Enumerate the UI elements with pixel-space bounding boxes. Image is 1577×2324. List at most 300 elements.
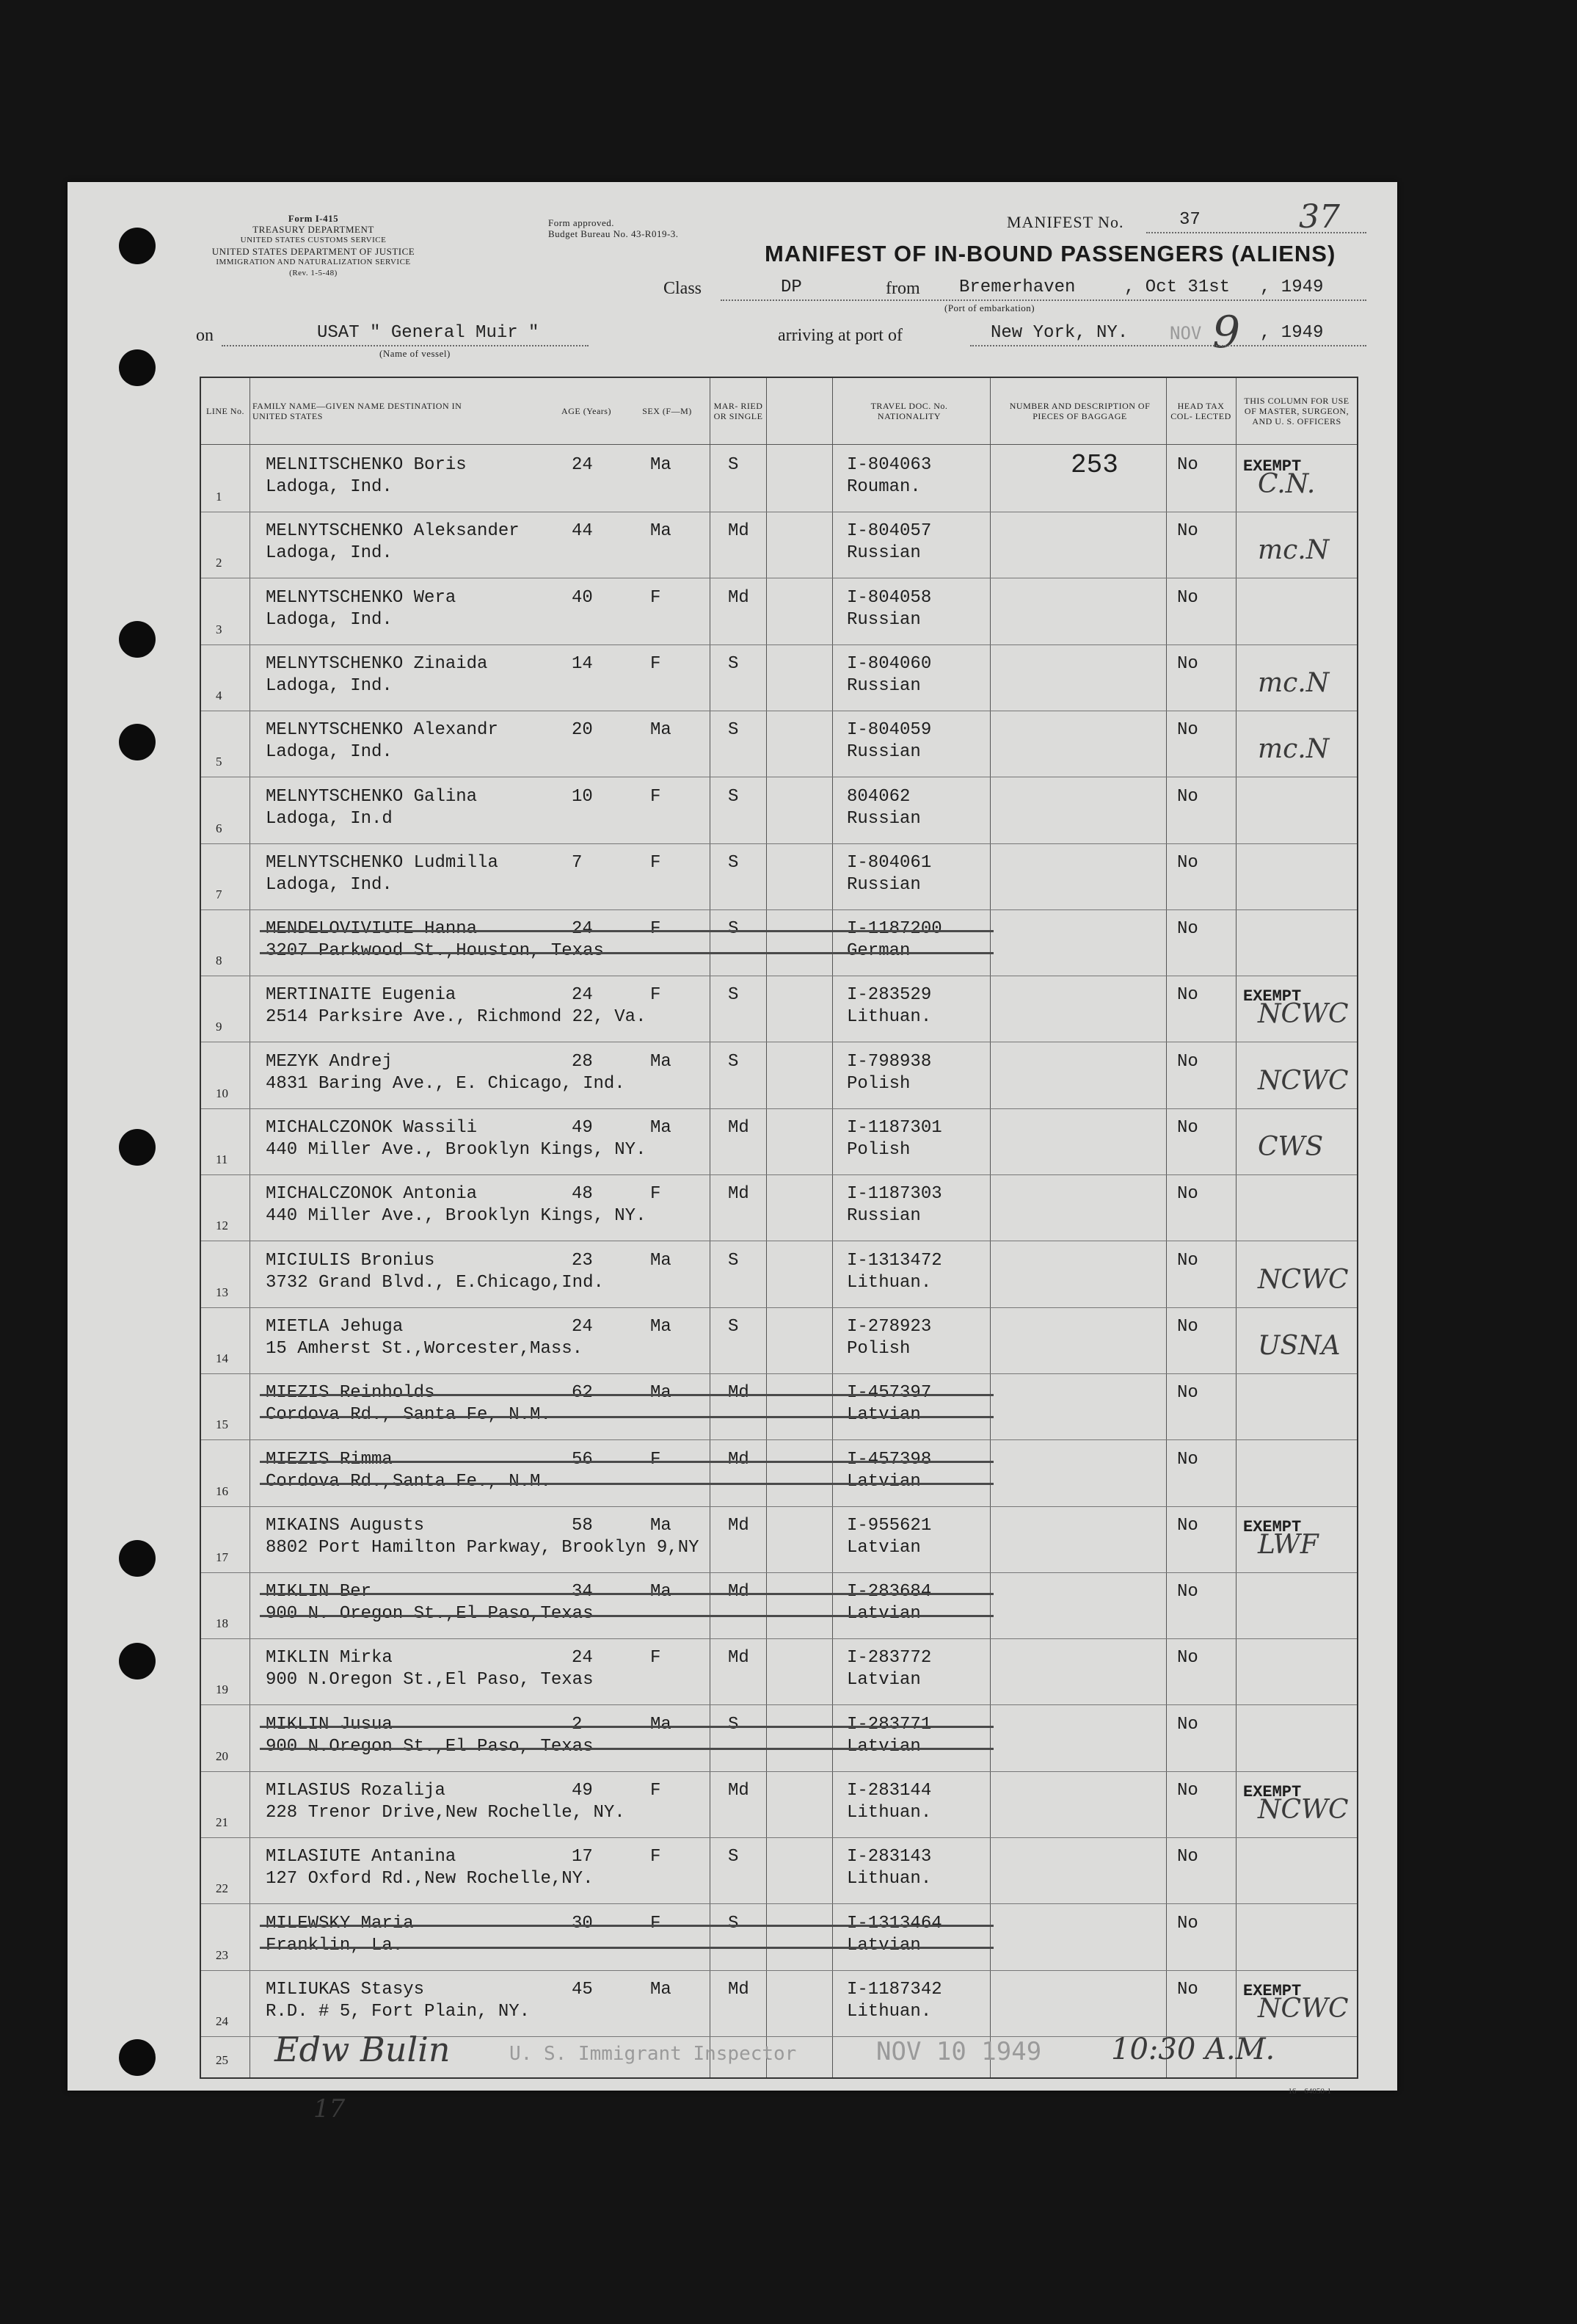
passenger-name: MILASIUS Rozalija bbox=[266, 1781, 445, 1801]
col-baggage-header: NUMBER AND DESCRIPTION OF PIECES OF BAGGAGE bbox=[1009, 400, 1151, 421]
marital-status: S bbox=[728, 455, 739, 475]
line-number: 2 bbox=[216, 556, 222, 570]
arrival-stamp: NOV bbox=[1170, 323, 1202, 344]
passenger-destination: 127 Oxford Rd.,New Rochelle,NY. bbox=[266, 1869, 594, 1889]
departure-year: , 1949 bbox=[1260, 277, 1324, 297]
passenger-age: 17 bbox=[572, 1847, 593, 1867]
table-row bbox=[201, 711, 1357, 777]
passenger-age: 24 bbox=[572, 1648, 593, 1668]
line-number: 10 bbox=[216, 1086, 228, 1100]
officer-handwritten-note: NCWC bbox=[1258, 1795, 1349, 1825]
line-number: 16 bbox=[216, 1484, 228, 1498]
passenger-destination: 2514 Parksire Ave., Richmond 22, Va. bbox=[266, 1007, 647, 1028]
travel-doc-number: I-1187301 bbox=[847, 1118, 942, 1138]
passenger-sex: F bbox=[650, 1913, 661, 1933]
binder-hole bbox=[119, 349, 156, 386]
travel-doc-number: I-804061 bbox=[847, 852, 932, 873]
strike-through-line bbox=[260, 1483, 994, 1485]
head-tax: No bbox=[1177, 653, 1198, 674]
inspection-date-stamp: NOV 10 1949 bbox=[876, 2037, 1042, 2066]
strike-through-line bbox=[260, 1748, 994, 1750]
line-number: 18 bbox=[216, 1616, 228, 1631]
dept-justice: UNITED STATES DEPARTMENT OF JUSTICE bbox=[211, 246, 415, 257]
table-row bbox=[201, 777, 1357, 844]
travel-doc-number: I-283684 bbox=[847, 1582, 932, 1602]
passenger-name: MENDELOVIVIUTE Hanna bbox=[266, 919, 478, 940]
port-embarkation-caption: (Port of embarkation) bbox=[944, 302, 1035, 313]
passenger-sex: F bbox=[650, 1648, 661, 1668]
passenger-name: MILEWSKY Maria bbox=[266, 1913, 414, 1933]
officer-handwritten-note: CWS bbox=[1258, 1132, 1324, 1162]
passenger-age: 20 bbox=[572, 720, 593, 741]
form-header-left bbox=[192, 213, 434, 279]
line-number: 13 bbox=[216, 1285, 228, 1299]
passenger-sex: F bbox=[650, 587, 661, 608]
travel-doc-number: I-804063 bbox=[847, 455, 932, 475]
passenger-name: MERTINAITE Eugenia bbox=[266, 985, 456, 1006]
col-sex-header: SEX (F—M) bbox=[642, 405, 692, 416]
passenger-age: 30 bbox=[572, 1913, 593, 1933]
marital-status: S bbox=[728, 653, 739, 674]
head-tax: No bbox=[1177, 1979, 1198, 2000]
line-number: 14 bbox=[216, 1351, 228, 1365]
passenger-destination: 3732 Grand Blvd., E.Chicago,Ind. bbox=[266, 1272, 604, 1293]
travel-doc-number: I-804058 bbox=[847, 587, 932, 608]
table-row bbox=[201, 909, 1357, 976]
line-number: 6 bbox=[216, 821, 222, 835]
marital-status: Md bbox=[728, 1118, 749, 1138]
head-tax: No bbox=[1177, 1449, 1198, 1470]
binder-hole bbox=[119, 228, 156, 264]
binder-hole bbox=[119, 1540, 156, 1577]
arrival-day-handwritten: 9 bbox=[1212, 307, 1241, 358]
line-number: 4 bbox=[216, 688, 222, 702]
passenger-sex: F bbox=[650, 919, 661, 940]
passenger-destination: Ladoga, Ind. bbox=[266, 477, 393, 497]
nationality: Polish bbox=[847, 1073, 911, 1094]
passenger-destination: Ladoga, Ind. bbox=[266, 543, 393, 564]
passenger-sex: F bbox=[650, 1781, 661, 1801]
travel-doc-number: I-798938 bbox=[847, 1051, 932, 1072]
binder-hole bbox=[119, 724, 156, 760]
head-tax: No bbox=[1177, 1648, 1198, 1668]
head-tax: No bbox=[1177, 455, 1198, 475]
head-tax: No bbox=[1177, 1847, 1198, 1867]
nationality: Rouman. bbox=[847, 477, 921, 497]
marital-status: Md bbox=[728, 1781, 749, 1801]
officer-handwritten-note: LWF bbox=[1258, 1529, 1319, 1560]
marital-status: S bbox=[728, 919, 739, 940]
head-tax: No bbox=[1177, 1184, 1198, 1205]
head-tax: No bbox=[1177, 1781, 1198, 1801]
line-number: 23 bbox=[216, 1947, 228, 1962]
line-number: 21 bbox=[216, 1815, 228, 1829]
passenger-name: MIKLIN Mirka bbox=[266, 1648, 393, 1668]
passenger-destination: 440 Miller Ave., Brooklyn Kings, NY. bbox=[266, 1140, 647, 1160]
nationality: Latvian bbox=[847, 1736, 921, 1757]
nationality: Lithuan. bbox=[847, 2001, 932, 2022]
passenger-destination: 4831 Baring Ave., E. Chicago, Ind. bbox=[266, 1073, 625, 1094]
bottom-note: 17 bbox=[313, 2094, 346, 2124]
nationality: Lithuan. bbox=[847, 1272, 932, 1293]
passenger-sex: Ma bbox=[650, 1979, 671, 2000]
col-headtax-header: HEAD TAX COL- LECTED bbox=[1170, 400, 1231, 421]
line-number-25: 25 bbox=[216, 2053, 228, 2067]
passenger-name: MIEZIS Rimma bbox=[266, 1449, 393, 1470]
form-footer-code: 16—64050-1 bbox=[1288, 2087, 1331, 2096]
nationality: Russian bbox=[847, 808, 921, 829]
marital-status: S bbox=[728, 1714, 739, 1735]
table-row bbox=[201, 1108, 1357, 1175]
passenger-destination: 15 Amherst St.,Worcester,Mass. bbox=[266, 1338, 583, 1359]
passenger-sex: F bbox=[650, 852, 661, 873]
marital-status: S bbox=[728, 985, 739, 1006]
baggage-count: 253 bbox=[1071, 450, 1118, 480]
form-revision: (Rev. 1-5-48) bbox=[289, 269, 338, 277]
passenger-sex: Ma bbox=[650, 1316, 671, 1337]
nationality: Latvian bbox=[847, 1471, 921, 1492]
line-number: 12 bbox=[216, 1219, 228, 1233]
travel-doc-number: I-804057 bbox=[847, 521, 932, 542]
line-number: 9 bbox=[216, 1020, 222, 1034]
passenger-destination: 8802 Port Hamilton Parkway, Brooklyn 9,NY bbox=[266, 1537, 699, 1558]
table-row bbox=[201, 1307, 1357, 1374]
passenger-name: MELNYTSCHENKO Wera bbox=[266, 587, 456, 608]
head-tax: No bbox=[1177, 1051, 1198, 1072]
table-row bbox=[201, 1506, 1357, 1573]
dept-ins: IMMIGRATION AND NATURALIZATION SERVICE bbox=[216, 258, 411, 266]
travel-doc-number: I-457397 bbox=[847, 1383, 932, 1404]
inspection-time: 10:30 A.M. bbox=[1111, 2033, 1275, 2066]
binder-hole bbox=[119, 621, 156, 658]
passenger-age: 24 bbox=[572, 1316, 593, 1337]
passenger-destination: Cordova Rd., Santa Fe, N.M. bbox=[266, 1405, 551, 1426]
inspector-title: U. S. Immigrant Inspector bbox=[509, 2043, 797, 2065]
nationality: Russian bbox=[847, 742, 921, 763]
passenger-age: 24 bbox=[572, 919, 593, 940]
head-tax: No bbox=[1177, 521, 1198, 542]
nationality: Russian bbox=[847, 675, 921, 696]
officer-note: EXEMPT bbox=[1243, 457, 1302, 476]
dept-treasury: TREASURY DEPARTMENT bbox=[252, 224, 374, 235]
binder-hole bbox=[119, 1129, 156, 1166]
strike-through-line bbox=[260, 1615, 994, 1617]
head-tax: No bbox=[1177, 919, 1198, 940]
arriving-label: arriving at port of bbox=[778, 326, 903, 345]
nationality: Russian bbox=[847, 609, 921, 630]
marital-status: Md bbox=[728, 1383, 749, 1404]
passenger-age: 56 bbox=[572, 1449, 593, 1470]
nationality: Russian bbox=[847, 874, 921, 895]
passenger-sex: F bbox=[650, 1184, 661, 1205]
travel-doc-number: I-1187200 bbox=[847, 919, 942, 940]
table-row bbox=[201, 1638, 1357, 1705]
arrival-dotline bbox=[970, 345, 1366, 346]
table-row bbox=[201, 1771, 1357, 1838]
passenger-age: 2 bbox=[572, 1714, 583, 1735]
travel-doc-number: I-804060 bbox=[847, 653, 932, 674]
passenger-sex: F bbox=[650, 1847, 661, 1867]
passenger-destination: 900 N.Oregon St.,El Paso, Texas bbox=[266, 1670, 594, 1691]
passenger-age: 24 bbox=[572, 455, 593, 475]
passenger-age: 28 bbox=[572, 1051, 593, 1072]
passenger-age: 40 bbox=[572, 587, 593, 608]
marital-status: Md bbox=[728, 1582, 749, 1602]
passenger-destination: R.D. # 5, Fort Plain, NY. bbox=[266, 2001, 531, 2022]
line-number: 20 bbox=[216, 1749, 228, 1763]
passenger-sex: Ma bbox=[650, 1383, 671, 1404]
table-row bbox=[201, 1042, 1357, 1109]
nationality: Russian bbox=[847, 543, 921, 564]
head-tax: No bbox=[1177, 1250, 1198, 1271]
class-value: DP bbox=[781, 277, 802, 297]
passenger-name: MICHALCZONOK Wassili bbox=[266, 1118, 478, 1138]
passenger-sex: F bbox=[650, 786, 661, 807]
passenger-age: 10 bbox=[572, 786, 593, 807]
head-tax: No bbox=[1177, 1913, 1198, 1933]
passenger-destination: Ladoga, Ind. bbox=[266, 609, 393, 630]
passenger-age: 48 bbox=[572, 1184, 593, 1205]
officer-handwritten-note: NCWC bbox=[1258, 1993, 1349, 2024]
head-tax: No bbox=[1177, 1383, 1198, 1404]
passenger-destination: Ladoga, Ind. bbox=[266, 874, 393, 895]
passenger-name: MIEZIS Reinholds bbox=[266, 1383, 435, 1404]
strike-through-line bbox=[260, 930, 994, 932]
officer-handwritten-note: mc.N bbox=[1258, 535, 1330, 566]
class-label: Class bbox=[663, 279, 702, 298]
arrival-year: , 1949 bbox=[1260, 323, 1324, 343]
marital-status: Md bbox=[728, 1979, 749, 2000]
marital-status: Md bbox=[728, 1515, 749, 1536]
head-tax: No bbox=[1177, 1515, 1198, 1536]
passenger-sex: F bbox=[650, 653, 661, 674]
head-tax: No bbox=[1177, 720, 1198, 741]
passenger-name: MELNYTSCHENKO Zinaida bbox=[266, 653, 488, 674]
passenger-sex: Ma bbox=[650, 720, 671, 741]
table-row bbox=[201, 1174, 1357, 1241]
vessel-dotline bbox=[222, 345, 589, 346]
marital-status: Md bbox=[728, 587, 749, 608]
officer-note: EXEMPT bbox=[1243, 1981, 1302, 2000]
table-row bbox=[201, 1440, 1357, 1507]
travel-doc-number: I-283529 bbox=[847, 985, 932, 1006]
passenger-name: MIKLIN Ber bbox=[266, 1582, 372, 1602]
nationality: Polish bbox=[847, 1140, 911, 1160]
budget-bureau: Budget Bureau No. 43-R019-3. bbox=[548, 228, 679, 239]
nationality: Lithuan. bbox=[847, 1869, 932, 1889]
passenger-age: 14 bbox=[572, 653, 593, 674]
table-row bbox=[201, 976, 1357, 1042]
line-number: 24 bbox=[216, 2013, 228, 2028]
passenger-name: MELNYTSCHENKO Galina bbox=[266, 786, 478, 807]
marital-status: Md bbox=[728, 1184, 749, 1205]
strike-through-line bbox=[260, 1461, 994, 1463]
passenger-destination: Cordova Rd.,Santa Fe., N.M. bbox=[266, 1471, 551, 1492]
head-tax: No bbox=[1177, 786, 1198, 807]
nationality: German bbox=[847, 941, 911, 962]
from-value: Bremerhaven bbox=[959, 277, 1076, 297]
col-travel-header: TRAVEL DOC. No. NATIONALITY bbox=[870, 400, 948, 421]
table-row bbox=[201, 1904, 1357, 1971]
marital-status: S bbox=[728, 1316, 739, 1337]
passenger-age: 45 bbox=[572, 1979, 593, 2000]
col-line-header: LINE No. bbox=[206, 405, 244, 416]
marital-status: Md bbox=[728, 1449, 749, 1470]
head-tax: No bbox=[1177, 1118, 1198, 1138]
head-tax: No bbox=[1177, 587, 1198, 608]
passenger-name: MILIUKAS Stasys bbox=[266, 1979, 425, 2000]
manifest-label: MANIFEST No. bbox=[1007, 213, 1124, 231]
table-row bbox=[201, 1373, 1357, 1440]
inspector-signature: Edw Bulin bbox=[274, 2030, 451, 2069]
class-dotline bbox=[721, 299, 1366, 301]
header-rule bbox=[201, 444, 1357, 445]
passenger-sex: Ma bbox=[650, 521, 671, 542]
line-number: 22 bbox=[216, 1881, 228, 1896]
head-tax: No bbox=[1177, 1316, 1198, 1337]
passenger-sex: Ma bbox=[650, 455, 671, 475]
strike-through-line bbox=[260, 1394, 994, 1396]
table-row bbox=[201, 1572, 1357, 1639]
nationality: Latvian bbox=[847, 1537, 921, 1558]
nationality: Lithuan. bbox=[847, 1803, 932, 1823]
strike-through-line bbox=[260, 1925, 994, 1927]
marital-status: S bbox=[728, 1913, 739, 1933]
passenger-age: 49 bbox=[572, 1118, 593, 1138]
dept-customs: UNITED STATES CUSTOMS SERVICE bbox=[240, 236, 387, 244]
on-label: on bbox=[196, 326, 214, 345]
strike-through-line bbox=[260, 1593, 994, 1595]
passenger-name: MELNYTSCHENKO Alexandr bbox=[266, 720, 498, 741]
officer-handwritten-note: mc.N bbox=[1258, 734, 1330, 765]
manifest-number-handwritten: 37 bbox=[1299, 198, 1340, 236]
officer-handwritten-note: mc.N bbox=[1258, 667, 1330, 698]
col-married-header: MAR- RIED OR SINGLE bbox=[713, 400, 763, 421]
nationality: Polish bbox=[847, 1338, 911, 1359]
binder-hole bbox=[119, 1643, 156, 1680]
passenger-destination: Ladoga, Ind. bbox=[266, 675, 393, 696]
travel-doc-number: I-804059 bbox=[847, 720, 932, 741]
marital-status: S bbox=[728, 786, 739, 807]
travel-doc-number: I-283772 bbox=[847, 1648, 932, 1668]
officer-note: EXEMPT bbox=[1243, 987, 1302, 1006]
table-row bbox=[201, 512, 1357, 578]
table-row bbox=[201, 843, 1357, 910]
passenger-destination: 900 N.Oregon St.,El Paso, Texas bbox=[266, 1736, 594, 1757]
departure-date: , Oct 31st bbox=[1124, 277, 1231, 297]
manifest-number: 37 bbox=[1179, 210, 1201, 230]
travel-doc-number: I-283771 bbox=[847, 1714, 932, 1735]
passenger-age: 24 bbox=[572, 985, 593, 1006]
nationality: Latvian bbox=[847, 1670, 921, 1691]
line-number: 3 bbox=[216, 622, 222, 636]
travel-doc-number: I-457398 bbox=[847, 1449, 932, 1470]
passenger-age: 62 bbox=[572, 1383, 593, 1404]
line-number: 5 bbox=[216, 755, 222, 769]
line-number: 7 bbox=[216, 887, 222, 901]
passenger-sex: Ma bbox=[650, 1582, 671, 1602]
officer-handwritten-note: USNA bbox=[1258, 1330, 1341, 1361]
line-number: 8 bbox=[216, 954, 222, 968]
passenger-age: 7 bbox=[572, 852, 583, 873]
passenger-sex: Ma bbox=[650, 1515, 671, 1536]
passenger-age: 49 bbox=[572, 1781, 593, 1801]
passenger-destination: Ladoga, In.d bbox=[266, 808, 393, 829]
passenger-destination: 900 N. Oregon St.,El Paso,Texas bbox=[266, 1604, 594, 1624]
officer-handwritten-note: NCWC bbox=[1258, 999, 1349, 1030]
passenger-destination: Ladoga, Ind. bbox=[266, 742, 393, 763]
passenger-name: MICIULIS Bronius bbox=[266, 1250, 435, 1271]
travel-doc-number: 804062 bbox=[847, 786, 911, 807]
marital-status: S bbox=[728, 720, 739, 741]
strike-through-line bbox=[260, 1416, 994, 1418]
passenger-name: MELNYTSCHENKO Aleksander bbox=[266, 521, 520, 542]
marital-status: S bbox=[728, 1051, 739, 1072]
passenger-name: MIETLA Jehuga bbox=[266, 1316, 404, 1337]
line-number: 19 bbox=[216, 1682, 228, 1697]
travel-doc-number: I-283144 bbox=[847, 1781, 932, 1801]
passenger-sex: F bbox=[650, 1449, 661, 1470]
table-row bbox=[201, 644, 1357, 711]
travel-doc-number: I-283143 bbox=[847, 1847, 932, 1867]
passenger-age: 23 bbox=[572, 1250, 593, 1271]
table-row bbox=[201, 1837, 1357, 1904]
line-number: 15 bbox=[216, 1417, 228, 1432]
passenger-sex: Ma bbox=[650, 1714, 671, 1735]
table-row bbox=[201, 446, 1357, 512]
form-approval bbox=[548, 217, 679, 239]
passenger-destination: Franklin, La. bbox=[266, 1935, 404, 1956]
strike-through-line bbox=[260, 1726, 994, 1728]
head-tax: No bbox=[1177, 985, 1198, 1006]
nationality: Lithuan. bbox=[847, 1007, 932, 1028]
form-approved: Form approved. bbox=[548, 217, 615, 228]
officer-note: EXEMPT bbox=[1243, 1517, 1302, 1536]
passenger-age: 34 bbox=[572, 1582, 593, 1602]
nationality: Latvian bbox=[847, 1604, 921, 1624]
page-title: MANIFEST OF IN-BOUND PASSENGERS (ALIENS) bbox=[765, 241, 1336, 266]
strike-through-line bbox=[260, 1947, 994, 1949]
officer-note: EXEMPT bbox=[1243, 1783, 1302, 1801]
travel-doc-number: I-955621 bbox=[847, 1515, 932, 1536]
nationality: Russian bbox=[847, 1206, 921, 1227]
officer-handwritten-note: NCWC bbox=[1258, 1264, 1349, 1295]
line-number: 11 bbox=[216, 1152, 228, 1166]
table-row bbox=[201, 578, 1357, 645]
form-number: Form I-415 bbox=[288, 213, 339, 224]
travel-doc-number: I-1187303 bbox=[847, 1184, 942, 1205]
marital-status: S bbox=[728, 852, 739, 873]
travel-doc-number: I-1187342 bbox=[847, 1979, 942, 2000]
col-officers-header: THIS COLUMN FOR USE OF MASTER, SURGEON, AND U. S. OFFICERS bbox=[1244, 395, 1350, 426]
passenger-name: MICHALCZONOK Antonia bbox=[266, 1184, 478, 1205]
from-label: from bbox=[886, 279, 920, 298]
col-age-header: AGE (Years) bbox=[561, 405, 611, 416]
line-number: 17 bbox=[216, 1550, 228, 1564]
officer-handwritten-note: NCWC bbox=[1258, 1065, 1349, 1096]
nationality: Latvian bbox=[847, 1935, 921, 1956]
travel-doc-number: I-1313464 bbox=[847, 1913, 942, 1933]
passenger-name: MEZYK Andrej bbox=[266, 1051, 393, 1072]
passenger-name: MIKAINS Augusts bbox=[266, 1515, 425, 1536]
line-number: 1 bbox=[216, 490, 222, 504]
footer-row bbox=[201, 2008, 1357, 2076]
passenger-sex: F bbox=[650, 985, 661, 1006]
passenger-table bbox=[200, 377, 1358, 2079]
binder-hole bbox=[119, 2039, 156, 2076]
passenger-age: 58 bbox=[572, 1515, 593, 1536]
manifest-page bbox=[68, 182, 1397, 2124]
